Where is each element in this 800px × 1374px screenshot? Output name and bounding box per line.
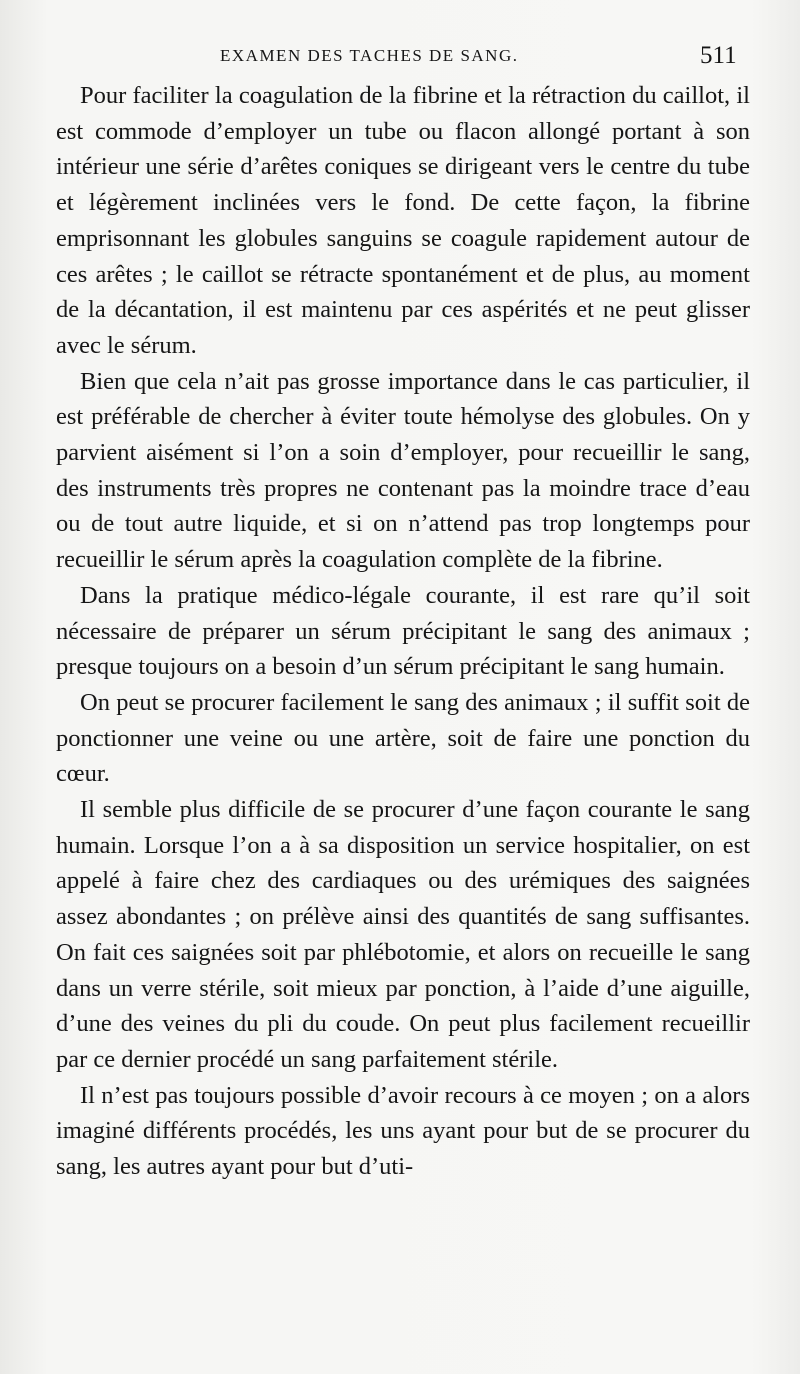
page-number: 511	[700, 42, 737, 69]
body-text	[56, 78, 750, 1185]
running-title: EXAMEN DES TACHES DE SANG.	[220, 46, 519, 65]
paragraph: Il n’est pas toujours possible d’avoir recours à ce moyen ; on a alors imaginé différents procédés, les uns ayant pour but de se procurer du sang, les autres ayant pour but d’uti-	[56, 1081, 750, 1181]
paragraph: Pour faciliter la coagulation de la fibrine et la rétraction du caillot, il est commode d’employer un tube ou flacon allongé portant à son intérieur une série d’arêtes coniques se dirigeant vers le centre du tube et légèrement inclinées vers le fond. De cette façon, la fibrine emprisonnant les globules sanguins se coagule rapidement autour de ces arêtes ; le caillot se rétracte spontanément et de plus, au moment de la décantation, il est maintenu par ces aspérités et ne peut glisser avec le sérum.	[56, 82, 750, 359]
paragraph: On peut se procurer facilement le sang des animaux ; il suffit soit de ponctionner une veine ou une artère, soit de faire une ponction du cœur.	[56, 688, 750, 788]
paragraph: Il semble plus difficile de se procurer d’une façon courante le sang humain. Lorsque l’on a à sa disposition un service hospitalier, on est appelé à faire chez des cardiaques ou des urémiques des saignées assez abondantes ; on prélève ainsi des quantités de sang suffisantes. On fait ces saignées soit par phlébotomie, et alors on recueille le sang dans un verre stérile, soit mieux par ponction, à l’aide d’une aiguille, d’une des veines du pli du coude. On peut plus facilement recueillir par ce dernier procédé un sang parfaitement stérile.	[56, 796, 750, 1073]
running-head	[0, 38, 800, 78]
paragraph: Dans la pratique médico-légale courante, il est rare qu’il soit nécessaire de préparer un sérum précipitant le sang des animaux ; presque toujours on a besoin d’un sérum précipitant le sang humain.	[56, 581, 750, 681]
paragraph: Bien que cela n’ait pas grosse importance dans le cas particulier, il est préférable de chercher à éviter toute hémolyse des globules. On y parvient aisément si l’on a soin d’employer, pour recueillir le sang, des instruments très propres ne contenant pas la moindre trace d’eau ou de tout autre liquide, et si on n’attend pas trop longtemps pour recueillir le sérum après la coagulation complète de la fibrine.	[56, 367, 750, 574]
